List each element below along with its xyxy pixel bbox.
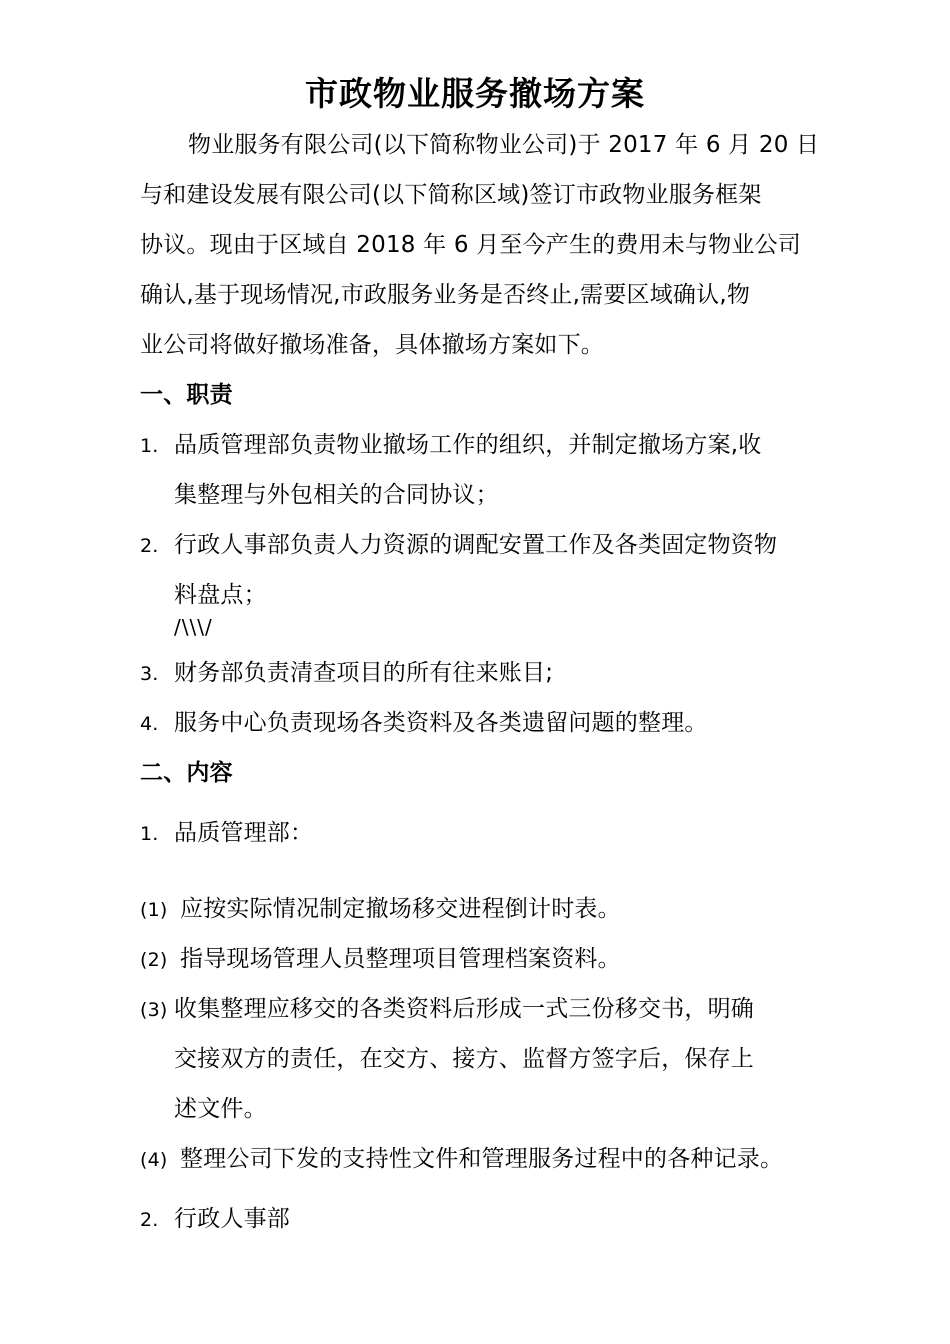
point-number: (3) [140,999,168,1021]
list-item-text: 财务部负责清查项目的所有往来账目; [174,660,554,686]
section-1-heading: 一、职责 [140,382,233,408]
list-item [140,428,762,463]
point-number: (1) [140,899,168,921]
point-text: 整理公司下发的支持性文件和管理服务过程中的各种记录。 [180,1146,784,1172]
list-item-number: 3. [140,663,159,685]
list-item-text: 服务中心负责现场各类资料及各类遗留问题的整理。 [174,710,708,736]
section-2-heading: 二、内容 [140,760,233,786]
list-item [140,528,777,563]
point-item [140,892,621,927]
list-item-continuation: 集整理与外包相关的合同协议； [174,482,499,508]
point-number: (4) [140,1149,168,1171]
list-item-text: 行政人事部负责人力资源的调配安置工作及各类固定物资物 [174,532,778,558]
point-text: 指导现场管理人员整理项目管理档案资料。 [180,946,621,972]
list-item [140,656,553,691]
list-item [140,706,708,741]
list-item-number: 1. [140,435,159,457]
intro-line-5: 业公司将做好撤场准备，具体撤场方案如下。 [140,332,604,358]
point-number: (2) [140,949,168,971]
document-title: 市政物业服务撤场方案 [305,74,645,113]
point-item [140,1142,783,1177]
point-item [140,942,621,977]
list-item-number: 2. [140,535,159,557]
sub-section-1 [140,816,313,851]
point-text: 应按实际情况制定撤场移交进程倒计时表。 [180,896,621,922]
intro-line-4: 确认,基于现场情况,市政服务业务是否终止,需要区域确认,物 [140,282,751,308]
list-item-number: 4. [140,713,159,735]
intro-line-1: 物业服务有限公司(以下简称物业公司)于 2017 年 6 月 20 日 [188,132,820,158]
stray-mark: /\\\/ [174,615,213,639]
sub-section-label: 行政人事部 [174,1206,290,1232]
intro-line-2: 与和建设发展有限公司(以下简称区域)签订市政物业服务框架 [140,182,762,208]
point-continuation: 交接双方的责任，在交方、接方、监督方签字后，保存上 [174,1046,754,1072]
point-continuation: 述文件。 [174,1096,267,1122]
sub-section-label: 品质管理部： [174,820,314,846]
intro-line-3: 协议。现由于区域自 2018 年 6 月至今产生的费用未与物业公司 [140,232,802,258]
sub-section-number: 1. [140,823,159,845]
point-text: 收集整理应移交的各类资料后形成一式三份移交书，明确 [174,996,754,1022]
point-item [140,992,754,1027]
list-item-text: 品质管理部负责物业撤场工作的组织，并制定撤场方案,收 [174,432,762,458]
sub-section-number: 2. [140,1209,159,1231]
list-item-continuation: 料盘点； [174,582,267,608]
sub-section-2 [140,1202,290,1237]
